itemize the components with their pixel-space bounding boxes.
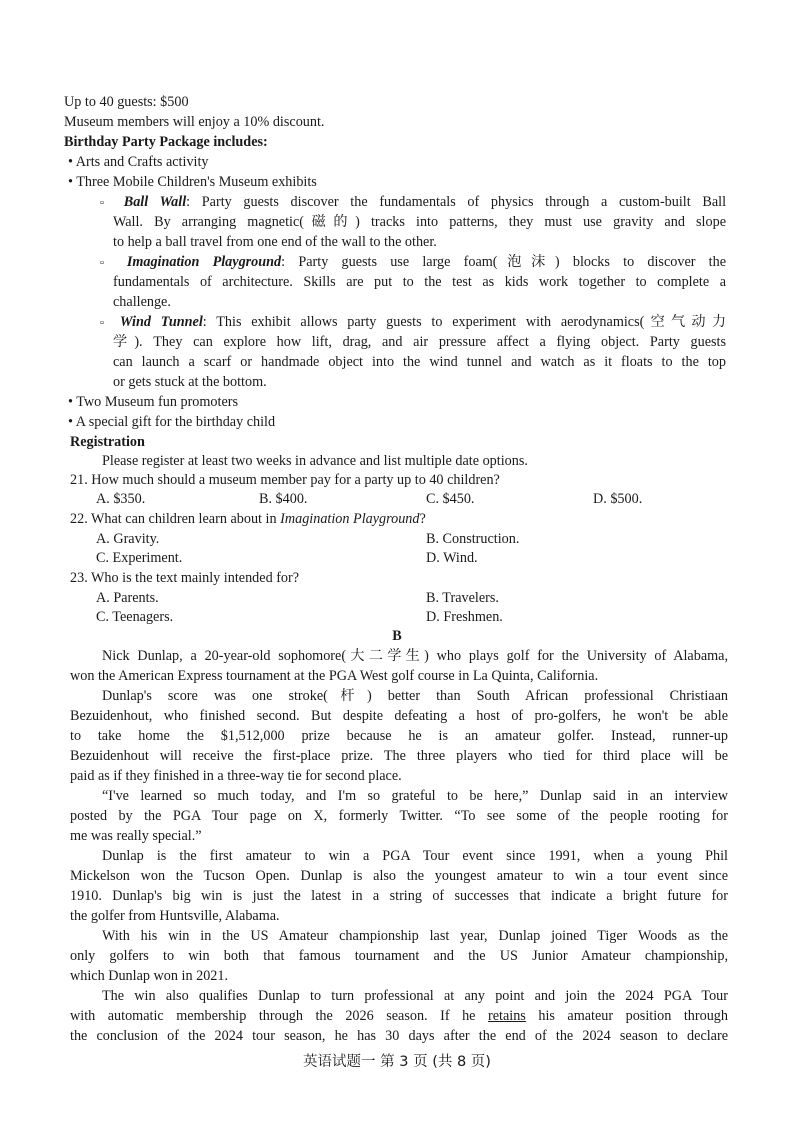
exhibit-text-line: fundamentals of architecture. Skills are put to the test as kids work together to complete a [113, 274, 726, 290]
bullet-icon: • [68, 174, 73, 190]
question-22-option-c: C. Experiment. [96, 550, 183, 566]
exhibit-text-line: or gets stuck at the bottom. [113, 374, 267, 390]
question-23-option-a: A. Parents. [96, 590, 159, 606]
package-heading: Birthday Party Package includes: [64, 134, 268, 150]
exhibit-text-line: 学). They can explore how lift, drag, and air pressure affect a flying object. Party guests [113, 334, 726, 350]
bullet-icon: • [68, 154, 73, 170]
passage-line: me was really special.” [70, 828, 202, 844]
passage-line: With his win in the US Amateur championship last year, Dunlap joined Tiger Woods as the [102, 928, 728, 944]
passage-line: “I've learned so much today, and I'm so grateful to be here,” Dunlap said in an interview [102, 788, 728, 804]
passage-line: Nick Dunlap, a 20-year-old sophomore(大二学生) who plays golf for the University of Alabama, [102, 648, 728, 664]
bullet-icon: • [68, 414, 73, 430]
passage-line: only golfers to win both that famous tournament and the US Junior Amateur championship, [70, 948, 728, 964]
passage-line: 1910. Dunlap's big win is just the latest in a string of successes that indicate a bright future for [70, 888, 728, 904]
passage-line: Bezuidenhout, who finished second. But despite defeating a host of pro-golfers, he won't be able [70, 708, 728, 724]
sub-bullet-icon: ▫ [100, 317, 111, 329]
passage-line: the golfer from Huntsville, Alabama. [70, 908, 280, 924]
exhibit-name: Ball Wall [123, 194, 187, 210]
passage-line: paid as if they finished in a three-way tie for second place. [70, 768, 402, 784]
underlined-word: retains [488, 1008, 526, 1024]
passage-line: with automatic membership through the 2026 season. If he retains his amateur position through [70, 1008, 728, 1024]
question-23-option-b: B. Travelers. [426, 590, 499, 606]
exhibit-wind-tunnel: ▫ Wind Tunnel: This exhibit allows party guests to experiment with aerodynamics(空气动力 [100, 314, 726, 330]
list-item: • A special gift for the birthday child [68, 414, 276, 430]
price-line: Up to 40 guests: $500 [64, 94, 189, 110]
exhibit-name: Imagination Playground [126, 254, 282, 270]
question-23-option-d: D. Freshmen. [426, 609, 503, 625]
question-22-option-b: B. Construction. [426, 531, 520, 547]
passage-line: Dunlap's score was one stroke(杆) better than South African professional Christiaan [102, 688, 728, 704]
exhibit-text-line: can launch a scarf or handmade object into the wind tunnel and watch as it floats to the top [113, 354, 726, 370]
sub-bullet-icon: ▫ [100, 257, 114, 269]
sub-bullet-icon: ▫ [100, 197, 113, 209]
bullet-icon: • [68, 394, 73, 410]
question-23-stem: 23. Who is the text mainly intended for? [70, 570, 300, 586]
exhibit-ball-wall: ▫ Ball Wall: Party guests discover the fundamentals of physics through a custom-built Ball [100, 194, 726, 210]
question-21-option-d: D. $500. [593, 491, 643, 507]
passage-line: which Dunlap won in 2021. [70, 968, 229, 984]
exhibit-text-line: challenge. [113, 294, 171, 310]
exhibit-text-line: Wall. By arranging magnetic(磁的) tracks into patterns, they must use gravity and slope [113, 214, 726, 230]
question-21-option-a: A. $350. [96, 491, 146, 507]
exhibit-text-line: to help a ball travel from one end of the wall to the other. [113, 234, 437, 250]
passage-line: The win also qualifies Dunlap to turn professional at any point and join the 2024 PGA Tour [102, 988, 728, 1004]
passage-line: won the American Express tournament at the PGA West golf course in La Quinta, California. [70, 668, 599, 684]
registration-heading: Registration [70, 434, 145, 450]
exhibit-imagination-playground: ▫ Imagination Playground: Party guests use large foam(泡沫) blocks to discover the [100, 254, 726, 270]
passage-line: Mickelson won the Tucson Open. Dunlap is also the youngest amateur to win a tour event since [70, 868, 728, 884]
question-21-option-c: C. $450. [426, 491, 475, 507]
list-item: • Three Mobile Children's Museum exhibits [68, 174, 317, 190]
passage-line: the conclusion of the 2024 tour season, he has 30 days after the end of the 2024 season to declare [70, 1028, 728, 1044]
passage-line: posted by the PGA Tour page on X, formerly Twitter. “To see some of the people rooting for [70, 808, 728, 824]
question-22-option-a: A. Gravity. [96, 531, 160, 547]
question-21-option-b: B. $400. [259, 491, 308, 507]
question-21-stem: 21. How much should a museum member pay for a party up to 40 children? [70, 472, 500, 488]
passage-line: Bezuidenhout will receive the first-place prize. The three players who tied for third place will be [70, 748, 728, 764]
registration-text: Please register at least two weeks in advance and list multiple date options. [102, 453, 528, 469]
passage-line: Dunlap is the first amateur to win a PGA Tour event since 1991, when a young Phil [102, 848, 728, 864]
question-23-option-c: C. Teenagers. [96, 609, 174, 625]
list-item: • Arts and Crafts activity [68, 154, 209, 170]
question-22-stem: 22. What can children learn about in Imagination Playground? [70, 511, 426, 527]
page-footer: 英语试题一 第 3 页 (共 8 页) [303, 1054, 491, 1070]
passage-line: to take home the $1,512,000 prize because he is an amateur golfer. Instead, runner-up [70, 728, 728, 744]
list-item: • Two Museum fun promoters [68, 394, 239, 410]
section-b-label: B [392, 628, 402, 644]
question-22-option-d: D. Wind. [426, 550, 478, 566]
exhibit-name: Wind Tunnel [119, 314, 203, 330]
discount-line: Museum members will enjoy a 10% discount. [64, 114, 325, 130]
